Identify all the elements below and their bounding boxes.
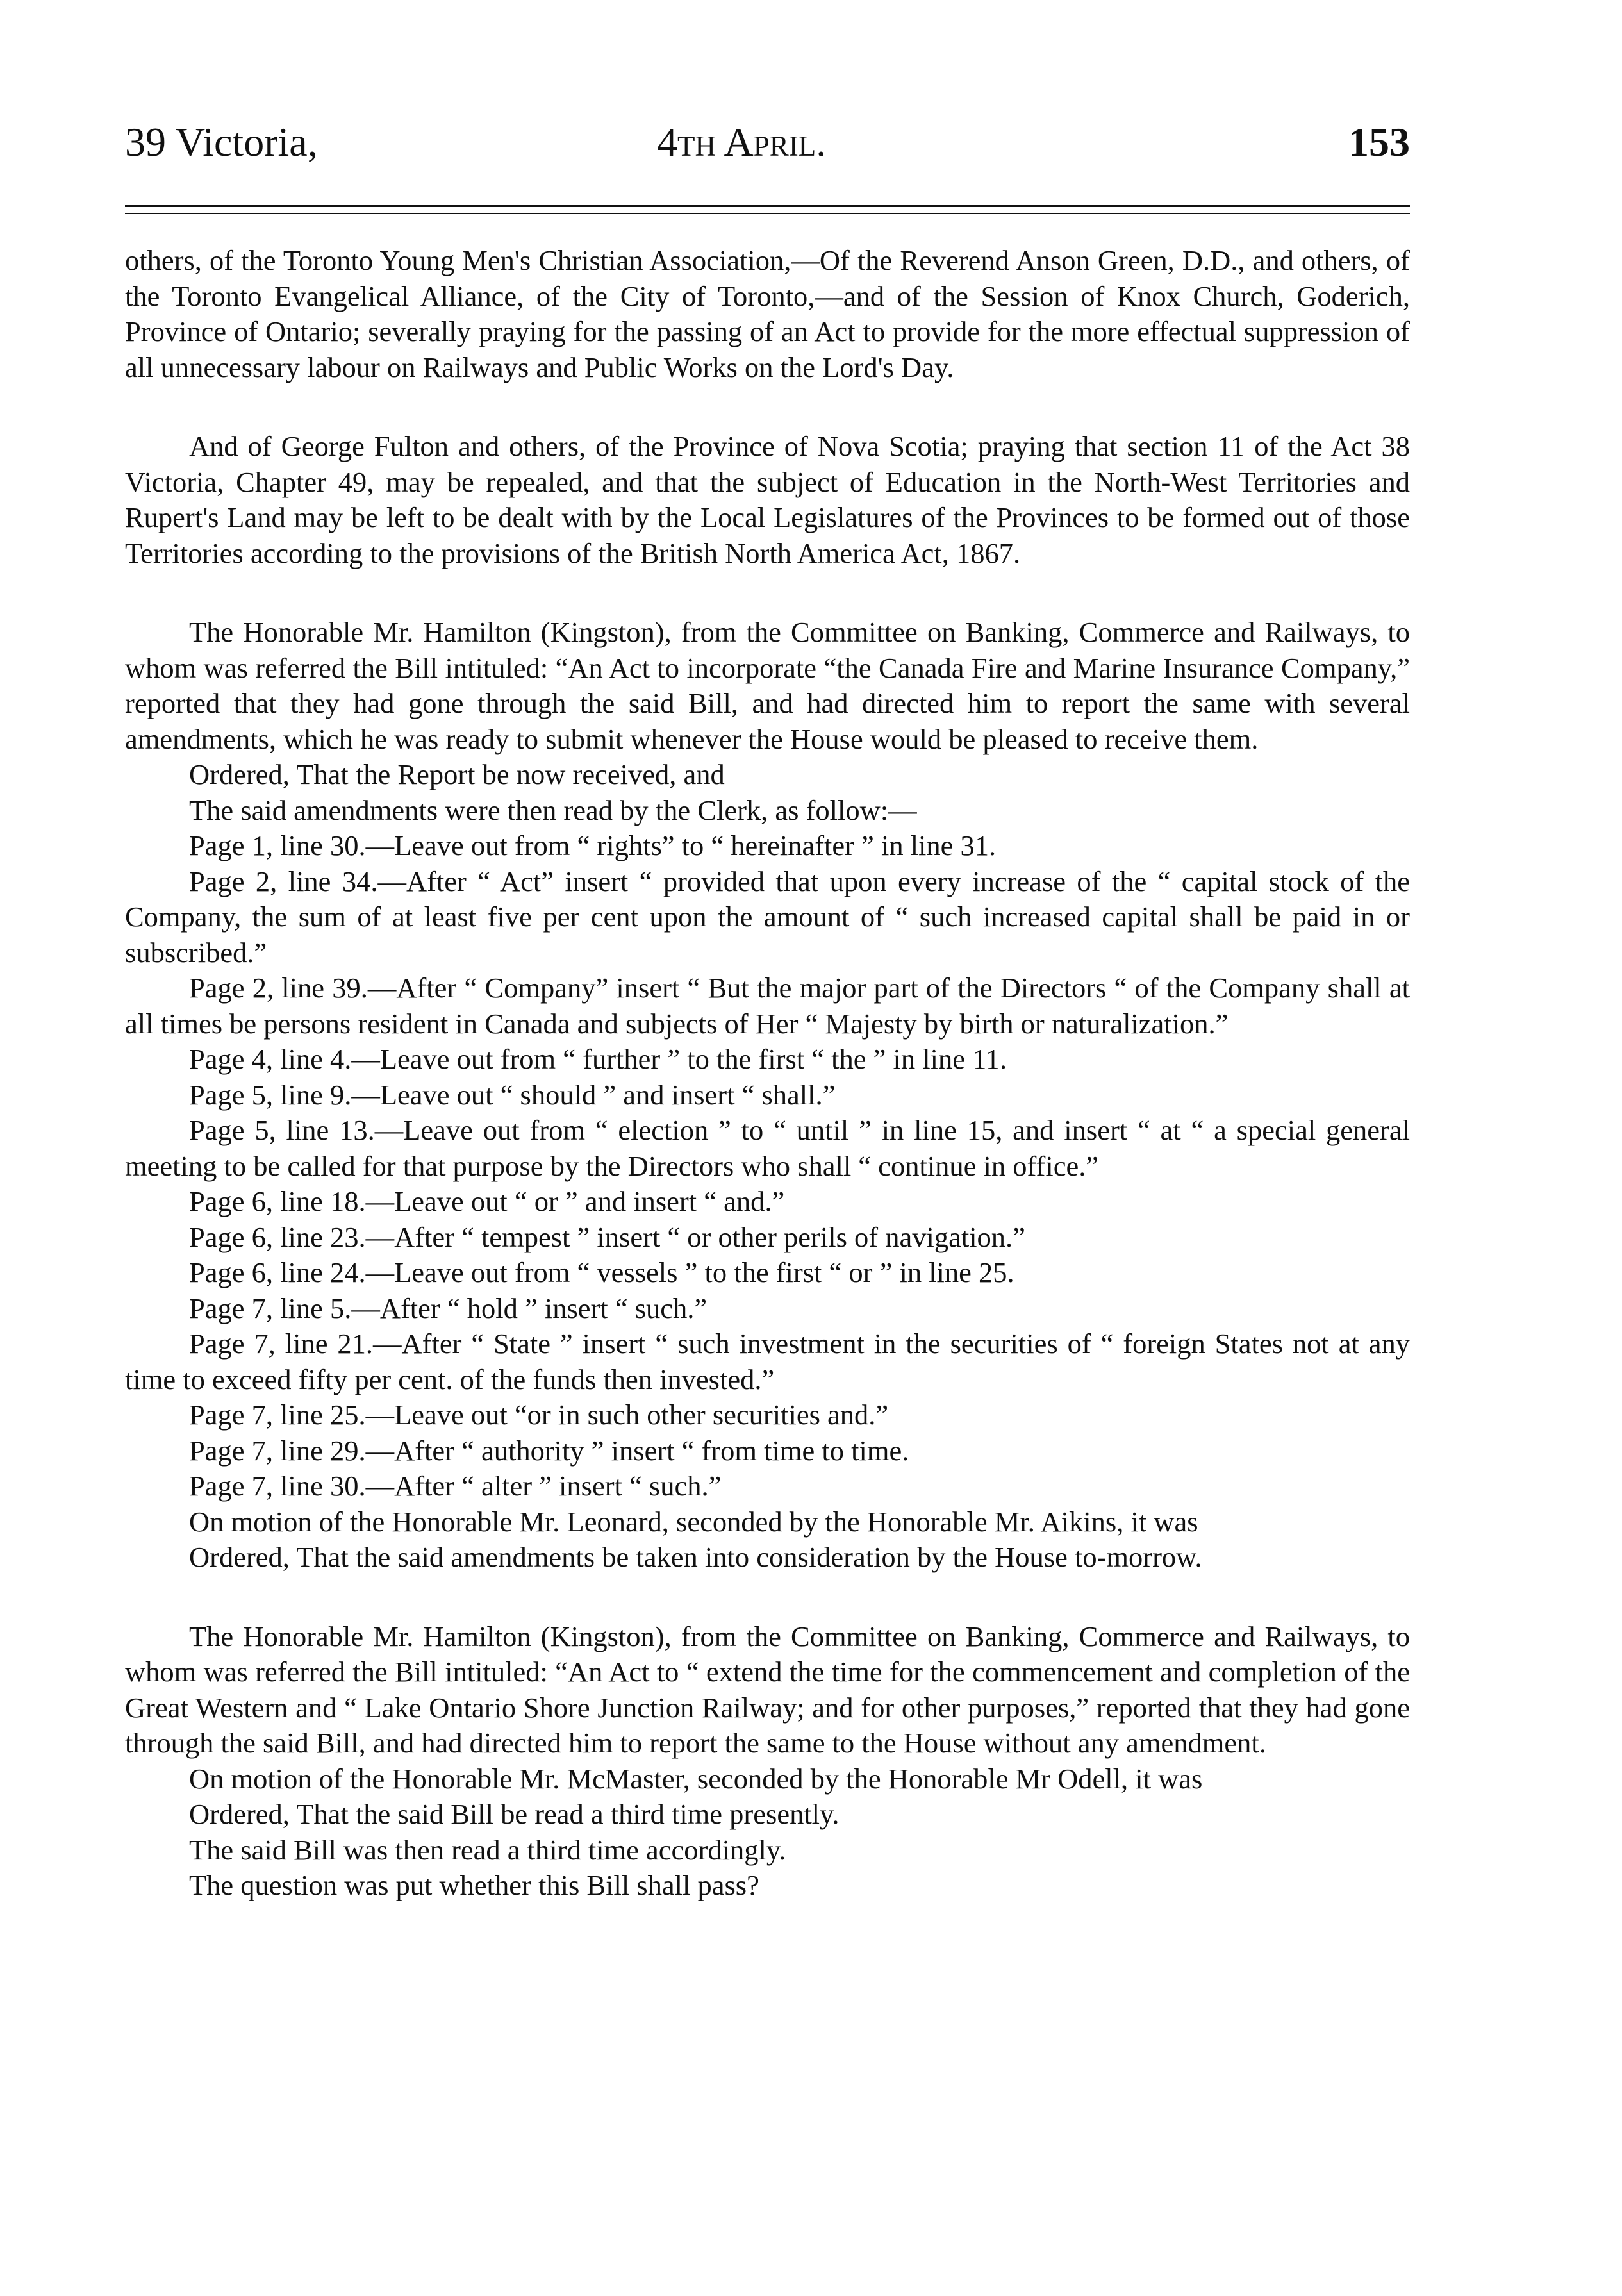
amendment-item: Page 7, line 30.—After “ alter ” insert “ such.” bbox=[189, 1470, 722, 1502]
amendment-item: Page 2, line 39.—After “ Company” insert “ But the major part of the Directors “ of the Company shall at all times be persons resident in Canada and subjects of Her “ Majesty by birth or naturalization.” bbox=[125, 972, 1410, 1040]
amendment-item: Page 7, line 25.—Leave out “or in such other securities and.” bbox=[189, 1399, 889, 1431]
amendment-item: Page 6, line 18.—Leave out “ or ” and insert “ and.” bbox=[189, 1185, 785, 1217]
paragraph-hamilton-report-2: The Honorable Mr. Hamilton (Kingston), from the Committee on Banking, Commerce and Railways, to whom was referred the Bill intituled: “An Act to “ extend the time for the commencement and completion of the Great Western and “ Lake Ontario Shore Junction Railway; and for other purposes,” reported that they had gone through the said Bill, and had directed him to report the same to the House without any amendment. bbox=[125, 1620, 1410, 1759]
header-date: 4th April. bbox=[657, 119, 827, 165]
amendment-item: Page 2, line 34.—After “ Act” insert “ provided that upon every increase of the “ capital stock of the Company, the sum of at least five per cent upon the amount of “ such increased capital shall be paid in or subscribed.” bbox=[125, 865, 1410, 969]
paragraph-petitions: others, of the Toronto Young Men's Christian Association,—Of the Reverend Anson Green, D.D., and others, of the Toronto Evangelical Alliance, of the City of Toronto,—and of the Session of Knox Church, Goderich, Province of Ontario; severally praying for the passing of an Act to provide for the more effectual suppression of all unnecessary labour on Railways and Public Works on the Lord's Day. bbox=[125, 244, 1410, 383]
motion-leonard: On motion of the Honorable Mr. Leonard, seconded by the Honorable Mr. Aikins, it was bbox=[189, 1505, 1198, 1538]
question-put: The question was put whether this Bill shall pass? bbox=[189, 1869, 759, 1901]
amendment-item: Page 1, line 30.—Leave out from “ rights” to “ hereinafter ” in line 31. bbox=[189, 829, 997, 861]
running-header bbox=[125, 83, 1410, 165]
amendments-list bbox=[125, 828, 1410, 1504]
header-rule-thin bbox=[125, 213, 1410, 214]
amendments-intro: The said amendments were then read by the Clerk, as follow:— bbox=[189, 794, 917, 826]
journal-body bbox=[125, 243, 1410, 1904]
journal-page bbox=[125, 83, 1410, 1904]
third-reading: The said Bill was then read a third time accordingly. bbox=[189, 1833, 786, 1866]
amendment-item: Page 7, line 21.—After “ State ” insert “ such investment in the securities of “ foreign States not at any time to exceed fifty per cent. of the funds then invested.” bbox=[125, 1327, 1410, 1395]
header-rule bbox=[125, 205, 1410, 207]
amendment-item: Page 5, line 9.—Leave out “ should ” and insert “ shall.” bbox=[189, 1078, 836, 1111]
amendment-item: Page 4, line 4.—Leave out from “ further ” to the first “ the ” in line 11. bbox=[189, 1043, 1007, 1075]
amendment-item: Page 6, line 24.—Leave out from “ vessels ” to the first “ or ” in line 25. bbox=[189, 1256, 1014, 1288]
page-number: 153 bbox=[1348, 119, 1410, 165]
paragraph-fulton-petition: And of George Fulton and others, of the Province of Nova Scotia; praying that section 11 of the Act 38 Victoria, Chapter 49, may be repealed, and that the subject of Education in the North-West Territories and Rupert's Land may be left to be dealt with by the Local Legislatures of the Provinces to be formed out of those Territories according to the provisions of the British North America Act, 1867. bbox=[125, 430, 1410, 569]
amendment-item: Page 5, line 13.—Leave out from “ election ” to “ until ” in line 15, and insert “ at “ a special general meeting to be called for that purpose by the Directors who shall “ continue in office.” bbox=[125, 1114, 1410, 1182]
ordered-third-reading: Ordered, That the said Bill be read a third time presently. bbox=[189, 1798, 840, 1830]
header-regnal-year: 39 Victoria, bbox=[125, 119, 318, 165]
amendment-item: Page 6, line 23.—After “ tempest ” insert “ or other perils of navigation.” bbox=[189, 1220, 1025, 1253]
amendment-item: Page 7, line 29.—After “ authority ” insert “ from time to time. bbox=[189, 1434, 909, 1467]
paragraph-hamilton-report: The Honorable Mr. Hamilton (Kingston), from the Committee on Banking, Commerce and Railways, to whom was referred the Bill intituled: “An Act to incorporate “the Canada Fire and Marine Insurance Company,” reported that they had gone through the said Bill, and had directed him to report the same with several amendments, which he was ready to submit whenever the House would be pleased to receive them. bbox=[125, 616, 1410, 755]
motion-mcmaster: On motion of the Honorable Mr. McMaster, seconded by the Honorable Mr Odell, it was bbox=[189, 1762, 1203, 1795]
ordered-received: Ordered, That the Report be now received, and bbox=[189, 758, 725, 790]
ordered-consideration: Ordered, That the said amendments be taken into consideration by the House to-morrow. bbox=[189, 1541, 1202, 1573]
amendment-item: Page 7, line 5.—After “ hold ” insert “ such.” bbox=[189, 1292, 708, 1324]
